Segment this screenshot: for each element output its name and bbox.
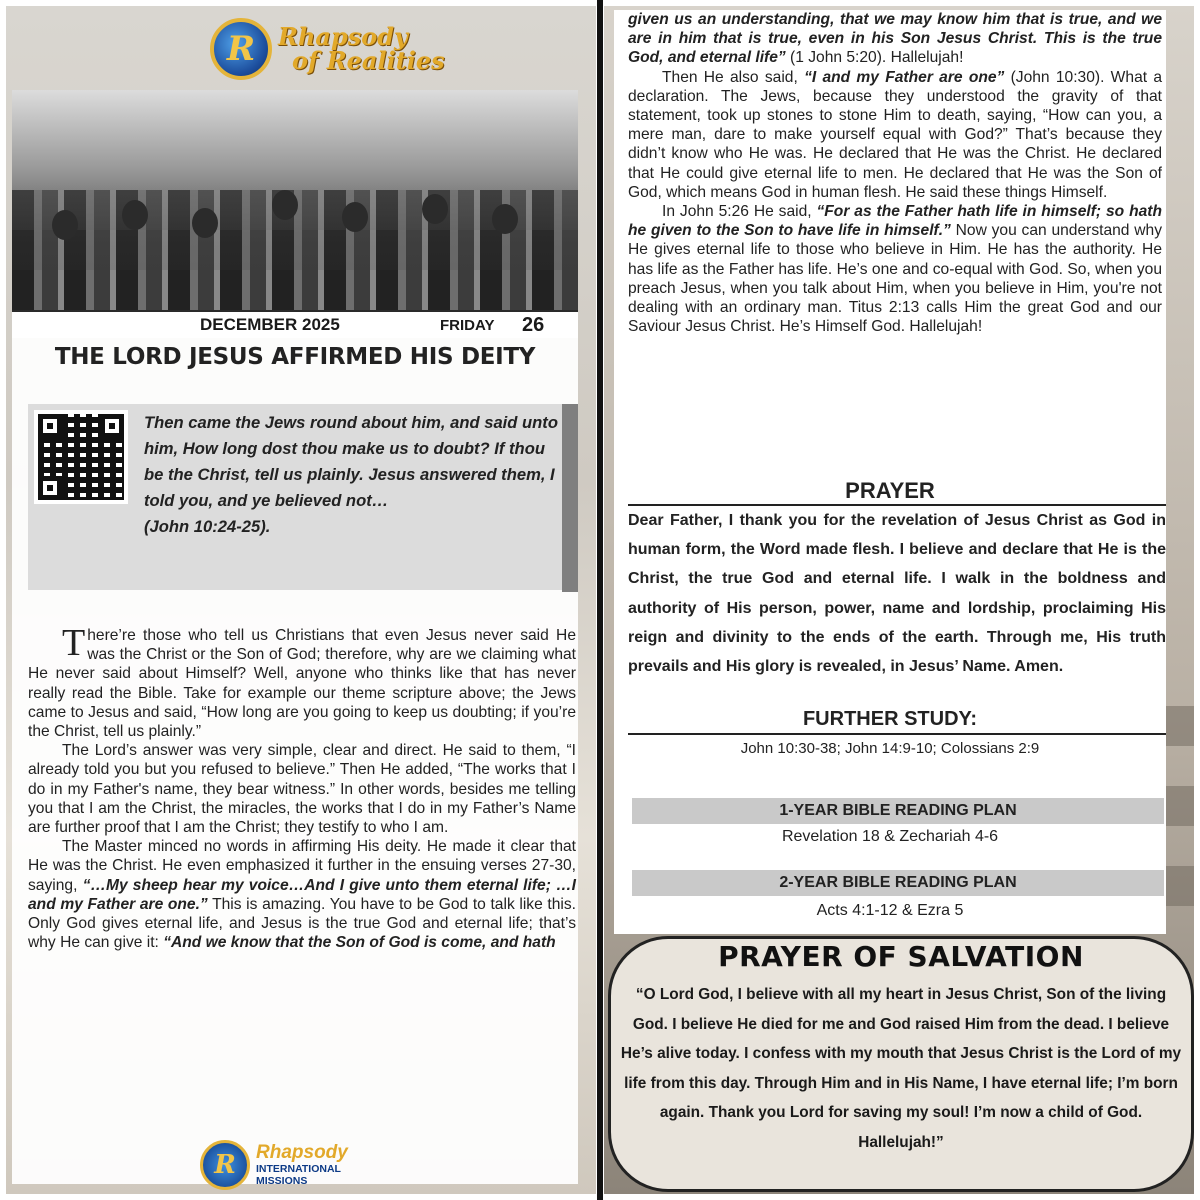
reading-plan-1-heading: 1-YEAR BIBLE READING PLAN (632, 798, 1164, 824)
qr-code-icon[interactable] (34, 410, 128, 504)
logo-line-2: of Realities (292, 46, 445, 75)
paragraph-3: The Master minced no words in affirming His deity. He made it clear that He was the Christ. He even emphasized it further in the ensuing verses 27-30, saying, “…My sheep hear my voice…And I give unto them eternal life; …I and my Father are one.” This is amazing. You have to be God to talk like this. Only God gives eternal life, and Jesus is the true God and eternal life; that’s why He can give it: “And we know that the Son of God is come, and hath (28, 838, 577, 952)
further-study-heading: FURTHER STUDY: (802, 708, 978, 730)
logo-line-1: Rhapsody (278, 22, 408, 51)
salvation-text: “O Lord God, I believe with all my heart in Jesus Christ, Son of the living God. I believe He died for me and God raised Him from the dead. I believe He’s alive today. I confess with my mouth that Jesus Christ is the Lord of my life from this day. Through Him and in His Name, I have eternal life; I’m born again. Thank you Lord for saving my soul! I’m now a child of God. Hallelujah!” (620, 986, 1182, 1151)
drop-cap: T (62, 622, 86, 664)
scripture-box-edge (562, 404, 578, 592)
paragraph-6: In John 5:26 He said, “For as the Father hath life in himself; so hath he given to the Son to have life in himself.” Now you can understand why He gives eternal life to those who believe in Him. He has the authority. He has life as the Father has life. He’s one and co-equal with God. So, when you preach Jesus, when you talk about Him, when you believe in Him, you're not dealing with an ordinary man. Titus 2:13 calls Him the great God and our Saviour Jesus Christ. He’s Himself God. Hallelujah! (628, 203, 1162, 336)
missions-globe-icon: R (200, 1140, 250, 1190)
paragraph-5: Then He also said, “I and my Father are one” (John 10:30). What a declaration. The Jews, because they understood the gravity of that statement, took up stones to stone Him to death, saying, “How can you, a mere man, dare to make yourself equal with God?” That’s because they didn’t know who He was. He declared that He was the Christ. He declared that He could give eternal life to men. He declared that He was the Son of God, which means God in human flesh. He said these things Himself. (628, 68, 1162, 201)
missions-line-3: MISSIONS (256, 1175, 308, 1187)
paragraph-4: given us an understanding, that we may know him that is true, and we are in him that is true, even in his Son Jesus Christ. This is the true God, and eternal life” (1 John 5:20). Hallelujah! (628, 11, 1162, 67)
date-month-year: DECEMBER 2025 (200, 315, 340, 334)
date-bar (12, 312, 578, 338)
reading-plan-1-text: Revelation 18 & Zechariah 4-6 (781, 828, 999, 845)
column-divider (597, 0, 603, 1200)
prayer-text: Dear Father, I thank you for the revelation of Jesus Christ as God in human form, the Word made flesh. I believe and declare that He is the Christ, the true God and eternal life. I walk in the boldness and authority of His person, power, name and lordship, proclaiming His reign and divinity to the ends of the earth. Through me, His truth prevails and His glory is revealed, in Jesus’ Name. Amen. (628, 512, 1166, 676)
paragraph-1: There’re those who tell us Christians that even Jesus never said He was the Christ or the Son of God; therefore, why are we claiming what He never said about Himself? Well, anyone who thinks like that has never really read the Bible. Take for example our theme scripture above; the Jews came to Jesus and said, “How long are you going to keep us doubting; if you’re the Christ, tell us plainly.” (28, 622, 576, 741)
logo-emblem-icon: R (210, 18, 272, 80)
congregation-photo (12, 90, 578, 312)
further-study-text: John 10:30-38; John 14:9-10; Colossians 2:9 (740, 740, 1040, 757)
salvation-heading: PRAYER OF SALVATION (718, 940, 1084, 973)
theme-scripture (144, 410, 558, 540)
rhapsody-logo (210, 18, 445, 80)
date-day-number: 26 (522, 313, 545, 336)
date-weekday: FRIDAY (440, 316, 495, 334)
further-study-rule (628, 733, 1166, 735)
rhapsody-missions-logo (200, 1140, 348, 1190)
paragraph-2: The Lord’s answer was very simple, clear and direct. He said to them, “I already told you but you refused to believe.” Then He added, “The works that I do in my Father's name, they bear witness.” In other words, besides me telling you that I am the Christ, the miracles, the works that I do in my Father’s Name are further proof that I am the Christ; they testify to who I am. (28, 742, 576, 837)
reading-plan-2-heading: 2-YEAR BIBLE READING PLAN (632, 870, 1164, 896)
prayer-heading: PRAYER (845, 478, 935, 503)
scripture-text: Then came the Jews round about him, and said unto him, How long dost thou make us to doubt? If thou be the Christ, tell us plainly. Jesus answered them, I told you, and ye believed not… (144, 413, 558, 510)
reading-plan-2-text: Acts 4:1-12 & Ezra 5 (816, 902, 964, 919)
missions-line-2: INTERNATIONAL (256, 1163, 341, 1175)
scripture-reference: (John 10:24-25). (144, 517, 271, 536)
logo-wordmark (278, 22, 445, 75)
devotional-title: THE LORD JESUS AFFIRMED HIS DEITY (54, 344, 536, 370)
message-body-right (628, 10, 1162, 336)
missions-wordmark: Rhapsody (256, 1142, 348, 1163)
message-body-left (28, 622, 577, 952)
